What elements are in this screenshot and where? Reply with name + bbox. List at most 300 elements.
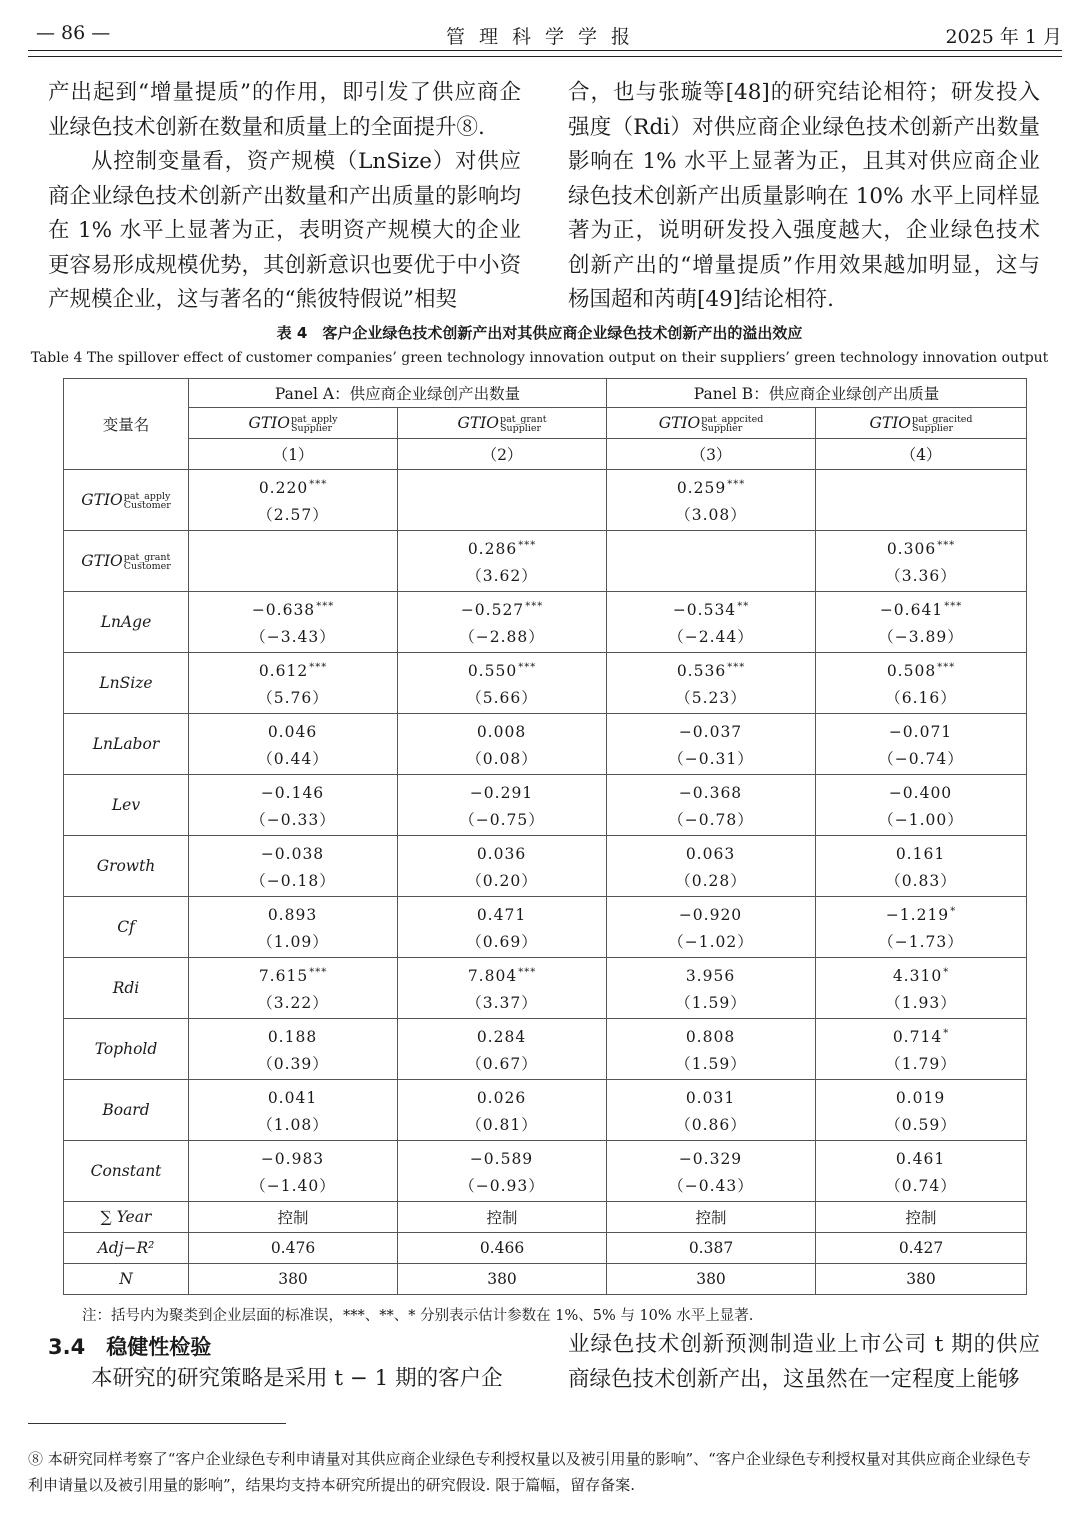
coef-cell	[607, 531, 816, 592]
t-statistic: （0.74）	[885, 1177, 957, 1195]
page-number: — 86 —	[36, 22, 111, 44]
coef-cell	[189, 775, 398, 836]
coef-cell	[816, 531, 1027, 592]
coefficient	[398, 470, 606, 500]
gtio-superscript: pat_grant	[500, 413, 547, 425]
t-statistic: （−1.40）	[250, 1177, 336, 1195]
gtio-symbol	[869, 414, 972, 432]
t-statistic: （1.79）	[885, 1055, 957, 1073]
coefficient	[398, 531, 606, 561]
coef-value: −0.400	[888, 784, 953, 802]
t-statistic: （−1.73）	[878, 933, 964, 951]
coef-value: −0.534	[672, 601, 737, 619]
table-row	[64, 470, 1027, 531]
gtio-scripts	[500, 415, 547, 433]
table-row	[64, 531, 1027, 592]
coefficient	[816, 958, 1026, 988]
gtio-base: GTIO	[457, 413, 499, 432]
coefficient	[189, 775, 397, 805]
gtio-superscript: pat_grant	[123, 551, 171, 563]
dep-var-header	[816, 408, 1027, 439]
coef-value: −0.146	[260, 784, 325, 802]
coef-cell	[398, 653, 607, 714]
gtio-superscript: pat_gracited	[912, 413, 973, 425]
t-statistic: （6.16）	[885, 689, 957, 707]
coef-cell	[189, 836, 398, 897]
adjr-row	[64, 1233, 1027, 1264]
coef-cell	[189, 653, 398, 714]
right-column-top	[568, 76, 1040, 318]
coefficient	[189, 1019, 397, 1049]
t-statistic: （3.62）	[466, 567, 538, 585]
significance-stars: ***	[727, 662, 746, 673]
coef-cell	[607, 958, 816, 1019]
coef-value: 0.714	[892, 1028, 943, 1046]
t-statistic: （0.67）	[466, 1055, 538, 1073]
significance-stars: ***	[937, 540, 956, 551]
gtio-symbol	[659, 414, 764, 432]
gtio-base: GTIO	[81, 490, 123, 509]
gtio-subscript: Supplier	[291, 422, 333, 434]
coefficient	[816, 592, 1026, 622]
coef-cell	[189, 958, 398, 1019]
significance-stars: *	[943, 967, 950, 978]
page-header	[28, 22, 1062, 51]
coef-cell	[607, 714, 816, 775]
coef-cell	[816, 897, 1027, 958]
significance-stars: ***	[937, 662, 956, 673]
coef-value: 0.019	[895, 1089, 946, 1107]
coef-value: 0.026	[476, 1089, 527, 1107]
t-statistic: （0.81）	[466, 1116, 538, 1134]
coef-value: −0.071	[888, 723, 953, 741]
coef-cell	[189, 1019, 398, 1080]
t-statistic: （−0.93）	[459, 1177, 545, 1195]
t-statistic: （−1.00）	[878, 811, 964, 829]
gtio-symbol	[248, 414, 337, 432]
coef-value: 7.615	[258, 967, 309, 985]
coef-value: −0.638	[251, 601, 316, 619]
coef-value: 0.893	[267, 906, 318, 924]
coef-cell	[607, 1019, 816, 1080]
coef-value: 0.306	[886, 540, 937, 558]
coef-value: 0.612	[258, 662, 309, 680]
t-statistic: （3.22）	[257, 994, 329, 1012]
column-number: （2）	[398, 439, 607, 470]
gtio-superscript: pat_apply	[123, 490, 171, 502]
coef-value: 0.063	[685, 845, 736, 863]
stat-cell: 控制	[398, 1202, 607, 1233]
coefficient	[816, 775, 1026, 805]
coef-value: 0.041	[267, 1089, 318, 1107]
coef-value: 0.220	[258, 479, 309, 497]
coefficient	[816, 1019, 1026, 1049]
coefficient	[189, 836, 397, 866]
coefficient	[398, 1080, 606, 1110]
row-label: Tophold	[64, 1019, 189, 1080]
coef-cell	[607, 1141, 816, 1202]
row-label: N	[64, 1264, 189, 1295]
left-column-top	[48, 76, 521, 318]
coef-value: 0.188	[267, 1028, 318, 1046]
panel-a-header: Panel A：供应商企业绿创产出数量	[189, 379, 607, 408]
coef-value: −0.641	[879, 601, 944, 619]
coef-value: 0.046	[267, 723, 318, 741]
coefficient	[189, 470, 397, 500]
coefficient	[607, 1019, 815, 1049]
stat-cell: 380	[816, 1264, 1027, 1295]
t-statistic: （−3.89）	[878, 628, 964, 646]
t-statistic: （3.08）	[675, 506, 747, 524]
issue-date: 2025 年 1 月	[945, 26, 1062, 48]
coefficient	[398, 836, 606, 866]
row-label: LnLabor	[64, 714, 189, 775]
table-row	[64, 958, 1027, 1019]
gtio-base: GTIO	[658, 413, 701, 432]
coefficient	[607, 836, 815, 866]
column-number-row	[64, 439, 1027, 470]
coef-value: 0.808	[685, 1028, 736, 1046]
footnote: ⑧ 本研究同样考察了“客户企业绿色专利申请量对其供应商企业绿色专利授权量以及被引用量的影响”、“客户企业绿色专利授权量对其供应商企业绿色专利申请量以及被引用量的影响”，结果均支持本研究所提出的研究假设. 限于篇幅，留存备案.	[28, 1450, 1031, 1494]
year-row	[64, 1202, 1027, 1233]
coef-cell	[816, 775, 1027, 836]
significance-stars: ***	[518, 967, 537, 978]
coefficient	[816, 897, 1026, 927]
coef-cell	[398, 1080, 607, 1141]
gtio-superscript: pat_apply	[291, 413, 338, 425]
t-statistic: （0.83）	[885, 872, 957, 890]
coef-value: −0.983	[260, 1150, 325, 1168]
coef-value: −1.219	[885, 906, 950, 924]
t-statistic: （−0.31）	[668, 750, 754, 768]
coefficient	[398, 958, 606, 988]
significance-stars: ***	[525, 601, 544, 612]
t-statistic: （3.37）	[466, 994, 538, 1012]
table-row	[64, 1080, 1027, 1141]
t-statistic: （−0.74）	[878, 750, 964, 768]
coefficient	[816, 531, 1026, 561]
footnote-rule	[28, 1423, 286, 1424]
t-statistic: （−2.88）	[459, 628, 545, 646]
significance-stars: ***	[518, 540, 537, 551]
significance-stars: ***	[944, 601, 963, 612]
coef-cell	[189, 592, 398, 653]
table-caption-en: Table 4 The spillover effect of customer companies’ green technology innovation output on their suppliers’ green technology innovation output	[30, 350, 1049, 366]
coef-cell	[816, 1019, 1027, 1080]
coef-value: −0.920	[678, 906, 743, 924]
coef-cell	[816, 470, 1027, 531]
t-statistic: （0.44）	[257, 750, 329, 768]
significance-stars: ***	[309, 662, 328, 673]
coefficient	[607, 1080, 815, 1110]
coef-cell	[607, 836, 816, 897]
stat-cell: 0.387	[607, 1233, 816, 1264]
table-row	[64, 592, 1027, 653]
coef-cell	[189, 1080, 398, 1141]
t-statistic: （3.36）	[885, 567, 957, 585]
coef-value: 0.031	[685, 1089, 736, 1107]
row-label	[64, 531, 189, 592]
t-statistic: （5.76）	[257, 689, 329, 707]
coefficient	[607, 653, 815, 683]
t-statistic: （−0.43）	[668, 1177, 754, 1195]
coef-cell	[816, 836, 1027, 897]
table-note: 注：括号内为聚类到企业层面的标准误，***、**、* 分别表示估计参数在 1%、5% 与 10% 水平上显著.	[82, 1308, 754, 1324]
row-label: Growth	[64, 836, 189, 897]
coef-value: −0.291	[469, 784, 534, 802]
stat-cell: 380	[398, 1264, 607, 1295]
row-label: LnAge	[64, 592, 189, 653]
table-row	[64, 897, 1027, 958]
coef-cell	[816, 714, 1027, 775]
gtio-symbol	[81, 491, 171, 509]
coefficient	[189, 714, 397, 744]
coef-value: 4.310	[892, 967, 943, 985]
gtio-scripts	[912, 415, 972, 433]
coef-cell	[607, 897, 816, 958]
coef-cell	[816, 958, 1027, 1019]
gtio-subscript: Supplier	[912, 422, 954, 434]
coef-value: −0.037	[678, 723, 743, 741]
coefficient	[398, 653, 606, 683]
t-statistic	[816, 500, 1026, 530]
coef-cell	[607, 775, 816, 836]
coef-cell	[189, 714, 398, 775]
paragraph: 产出起到“增量提质”的作用，即引发了供应商企业绿色技术创新在数量和质量上的全面提升⑧.	[48, 80, 521, 140]
coef-value: −0.368	[678, 784, 743, 802]
t-statistic: （0.59）	[885, 1116, 957, 1134]
t-statistic: （−0.33）	[250, 811, 336, 829]
coef-value: 0.284	[476, 1028, 527, 1046]
coef-value: 0.508	[886, 662, 937, 680]
t-statistic: （5.23）	[675, 689, 747, 707]
row-label: Adj−R²	[64, 1233, 189, 1264]
coef-cell	[189, 1141, 398, 1202]
coefficient	[816, 1080, 1026, 1110]
t-statistic: （1.59）	[675, 994, 747, 1012]
row-label: Constant	[64, 1141, 189, 1202]
coef-cell	[607, 653, 816, 714]
coef-cell	[816, 653, 1027, 714]
coef-cell	[398, 775, 607, 836]
t-statistic: （−3.43）	[250, 628, 336, 646]
gtio-scripts	[701, 415, 763, 433]
coefficient	[189, 653, 397, 683]
t-statistic: （0.20）	[466, 872, 538, 890]
coef-cell	[398, 592, 607, 653]
table-row	[64, 1141, 1027, 1202]
coef-cell	[816, 1080, 1027, 1141]
coefficient	[189, 897, 397, 927]
gtio-scripts	[291, 415, 338, 433]
gtio-subscript: Customer	[123, 560, 171, 572]
left-column-bottom	[48, 1362, 521, 1397]
coefficient	[398, 1019, 606, 1049]
coefficient	[816, 470, 1026, 500]
gtio-superscript: pat_appcited	[701, 413, 764, 425]
significance-stars: **	[737, 601, 750, 612]
coefficient	[189, 958, 397, 988]
paragraph: 合，也与张璇等[48]的研究结论相符；研发投入强度（Rdi）对供应商企业绿色技术创新产出数量影响在 1% 水平上显著为正，且其对供应商企业绿色技术创新产出质量影响在 10% 水平上同样显著为正，说明研发投入强度越大，企业绿色技术创新产出的“增量提质”作用效果越加明显，这与杨国超和芮萌[49]结论相符.	[568, 80, 1040, 312]
gtio-base: GTIO	[81, 551, 123, 570]
gtio-base: GTIO	[869, 413, 912, 432]
column-number: （4）	[816, 439, 1027, 470]
significance-stars: ***	[309, 967, 328, 978]
coef-value: 0.259	[676, 479, 727, 497]
table-caption-cn: 表 4 客户企业绿色技术创新产出对其供应商企业绿色技术创新产出的溢出效应	[276, 324, 803, 342]
significance-stars: ***	[518, 662, 537, 673]
regression-table	[63, 378, 1027, 1295]
coef-value: 0.036	[476, 845, 527, 863]
coefficient	[816, 653, 1026, 683]
stat-cell: 0.427	[816, 1233, 1027, 1264]
row-label: Lev	[64, 775, 189, 836]
row-label: LnSize	[64, 653, 189, 714]
stat-cell: 380	[189, 1264, 398, 1295]
t-statistic: （2.57）	[257, 506, 329, 524]
coefficient	[607, 958, 815, 988]
coefficient	[816, 836, 1026, 866]
paragraph: 从控制变量看，资产规模（LnSize）对供应商企业绿色技术创新产出数量和产出质量的影响均在 1% 水平上显著为正，表明资产规模大的企业更容易形成规模优势，其创新意识也要优于中小资产规模企业，这与著名的“熊彼特假说”相契	[48, 149, 522, 312]
coef-cell	[398, 958, 607, 1019]
t-statistic: （1.09）	[257, 933, 329, 951]
t-statistic: （−2.44）	[668, 628, 754, 646]
t-statistic: （−0.18）	[250, 872, 336, 890]
table-row	[64, 775, 1027, 836]
coef-cell	[607, 1080, 816, 1141]
t-statistic: （0.08）	[466, 750, 538, 768]
coef-cell	[607, 592, 816, 653]
coefficient	[398, 897, 606, 927]
coef-value: 0.161	[895, 845, 946, 863]
stat-cell: 控制	[607, 1202, 816, 1233]
row-label: Cf	[64, 897, 189, 958]
right-column-bottom	[568, 1328, 1040, 1397]
row-label	[64, 470, 189, 531]
coef-value: 0.461	[895, 1150, 946, 1168]
coef-cell	[398, 897, 607, 958]
coefficient	[607, 775, 815, 805]
coefficient	[816, 1141, 1026, 1171]
t-statistic	[189, 561, 397, 591]
coef-cell	[398, 714, 607, 775]
journal-title: 管理科学学报	[445, 26, 644, 48]
coef-value: 0.286	[467, 540, 518, 558]
coefficient	[398, 1141, 606, 1171]
header-rule	[28, 56, 1062, 57]
var-header: 变量名	[64, 379, 189, 470]
stat-cell: 控制	[189, 1202, 398, 1233]
coefficient	[189, 592, 397, 622]
t-statistic: （−1.02）	[668, 933, 754, 951]
coef-value: −0.329	[678, 1150, 743, 1168]
t-statistic: （0.39）	[257, 1055, 329, 1073]
paragraph: 业绿色技术创新预测制造业上市公司 t 期的供应商绿色技术创新产出，这虽然在一定程度上能够	[568, 1332, 1040, 1392]
t-statistic: （−0.75）	[459, 811, 545, 829]
coefficient	[398, 714, 606, 744]
gtio-base: GTIO	[248, 413, 290, 432]
n-row	[64, 1264, 1027, 1295]
dependent-variable-row	[64, 408, 1027, 439]
section-title: 3.4 稳健性检验	[48, 1335, 212, 1359]
coef-value: −0.527	[460, 601, 525, 619]
coefficient	[189, 1141, 397, 1171]
table-row	[64, 653, 1027, 714]
column-number: （3）	[607, 439, 816, 470]
table-body	[64, 470, 1027, 1295]
stat-cell: 0.476	[189, 1233, 398, 1264]
gtio-subscript: Customer	[123, 499, 171, 511]
coef-cell	[398, 470, 607, 531]
coef-cell	[398, 1019, 607, 1080]
dep-var-header	[607, 408, 816, 439]
row-label: Board	[64, 1080, 189, 1141]
t-statistic	[398, 500, 606, 530]
panel-b-header: Panel B：供应商企业绿创产出质量	[607, 379, 1027, 408]
coef-cell	[816, 592, 1027, 653]
dep-var-header	[189, 408, 398, 439]
t-statistic	[607, 561, 815, 591]
coef-value: 0.550	[467, 662, 518, 680]
coef-cell	[607, 470, 816, 531]
coef-cell	[189, 897, 398, 958]
t-statistic: （1.08）	[257, 1116, 329, 1134]
coefficient	[816, 714, 1026, 744]
row-label: ∑ Year	[64, 1202, 189, 1233]
coef-cell	[816, 1141, 1027, 1202]
table-row	[64, 1019, 1027, 1080]
coef-value: 0.008	[476, 723, 527, 741]
gtio-symbol	[457, 414, 546, 432]
t-statistic: （5.66）	[466, 689, 538, 707]
t-statistic: （0.28）	[675, 872, 747, 890]
t-statistic: （1.93）	[885, 994, 957, 1012]
gtio-scripts	[124, 492, 171, 510]
t-statistic: （0.86）	[675, 1116, 747, 1134]
t-statistic: （1.59）	[675, 1055, 747, 1073]
coef-cell	[189, 470, 398, 531]
coef-cell	[398, 1141, 607, 1202]
gtio-subscript: Supplier	[500, 422, 542, 434]
column-number: （1）	[189, 439, 398, 470]
coefficient	[607, 1141, 815, 1171]
coefficient	[607, 470, 815, 500]
coefficient	[398, 775, 606, 805]
t-statistic: （−0.78）	[668, 811, 754, 829]
significance-stars: ***	[727, 479, 746, 490]
coefficient	[607, 714, 815, 744]
significance-stars: ***	[309, 479, 328, 490]
coef-value: 7.804	[467, 967, 518, 985]
coefficient	[607, 897, 815, 927]
gtio-scripts	[124, 553, 171, 571]
significance-stars: ***	[316, 601, 335, 612]
coef-value: −0.038	[260, 845, 325, 863]
stat-cell: 0.466	[398, 1233, 607, 1264]
coefficient	[189, 531, 397, 561]
row-label: Rdi	[64, 958, 189, 1019]
coef-value: 0.471	[476, 906, 527, 924]
coef-value: 3.956	[685, 967, 736, 985]
coefficient	[607, 531, 815, 561]
significance-stars: *	[943, 1028, 950, 1039]
gtio-subscript: Supplier	[701, 422, 743, 434]
coef-cell	[398, 531, 607, 592]
coef-value: −0.589	[469, 1150, 534, 1168]
stat-cell: 控制	[816, 1202, 1027, 1233]
coefficient	[398, 592, 606, 622]
stat-cell: 380	[607, 1264, 816, 1295]
